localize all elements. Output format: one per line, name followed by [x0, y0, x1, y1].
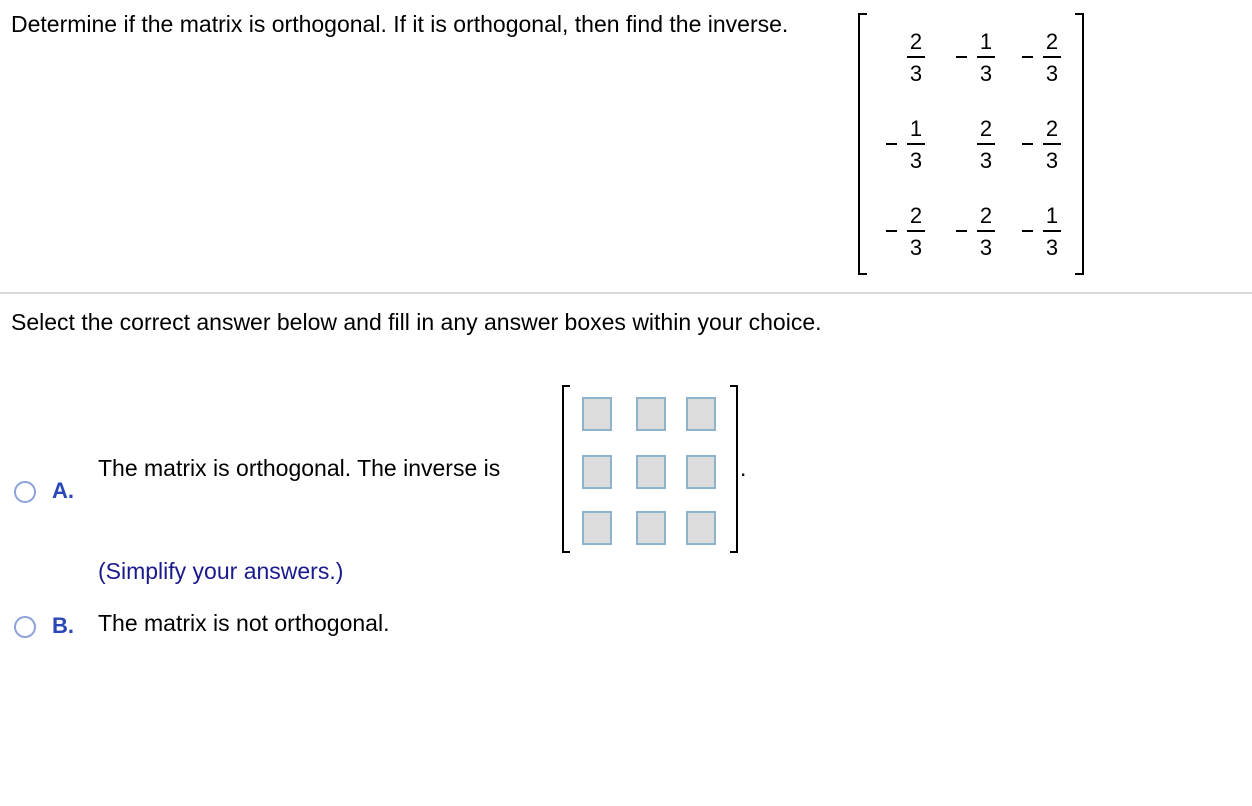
answer-matrix — [562, 385, 738, 553]
matrix-entry — [942, 116, 1002, 178]
answer-matrix-right-bracket — [730, 385, 738, 553]
fraction — [1041, 203, 1063, 259]
fraction — [905, 29, 927, 85]
matrix-left-bracket — [858, 13, 867, 275]
matrix-entry — [942, 29, 1002, 91]
fraction — [975, 116, 997, 172]
fraction-numerator: 1 — [1045, 203, 1059, 228]
fraction-denominator: 3 — [1045, 148, 1059, 173]
option-a-radio[interactable] — [14, 481, 36, 503]
minus-sign — [1022, 143, 1033, 145]
fraction-numerator: 2 — [909, 29, 923, 54]
answer-box-r2-c1[interactable] — [582, 455, 612, 489]
fraction — [1041, 116, 1063, 172]
matrix-entry — [1008, 29, 1068, 91]
fraction-denominator: 3 — [909, 235, 923, 260]
answer-box-r3-c2[interactable] — [636, 511, 666, 545]
fraction — [1041, 29, 1063, 85]
answer-box-r1-c2[interactable] — [636, 397, 666, 431]
matrix-entry — [1008, 203, 1068, 265]
answer-box-r1-c3[interactable] — [686, 397, 716, 431]
fraction-numerator: 1 — [979, 29, 993, 54]
fraction-denominator: 3 — [979, 235, 993, 260]
matrix-entry — [942, 203, 1002, 265]
option-b-radio[interactable] — [14, 616, 36, 638]
minus-sign — [1022, 230, 1033, 232]
question-prompt: Determine if the matrix is orthogonal. If it is orthogonal, then find the inverse. — [11, 11, 789, 37]
matrix-entry — [872, 29, 932, 91]
fraction — [905, 203, 927, 259]
given-matrix — [858, 13, 1084, 275]
option-b-letter: B. — [52, 613, 74, 638]
instruction-text: Select the correct answer below and fill in any answer boxes within your choice. — [11, 309, 822, 335]
fraction-numerator: 2 — [1045, 29, 1059, 54]
matrix-entry — [1008, 116, 1068, 178]
fraction — [975, 203, 997, 259]
fraction-denominator: 3 — [979, 61, 993, 86]
matrix-entry — [872, 203, 932, 265]
option-a-period: . — [740, 455, 747, 481]
fraction-denominator: 3 — [909, 148, 923, 173]
fraction-denominator: 3 — [1045, 235, 1059, 260]
fraction — [975, 29, 997, 85]
minus-sign — [886, 230, 897, 232]
minus-sign — [956, 56, 967, 58]
option-a-text: The matrix is orthogonal. The inverse is — [98, 455, 501, 481]
fraction-numerator: 2 — [979, 203, 993, 228]
minus-sign — [1022, 56, 1033, 58]
fraction-numerator: 2 — [1045, 116, 1059, 141]
option-a-letter: A. — [52, 478, 74, 503]
section-divider — [0, 292, 1252, 294]
answer-box-r3-c3[interactable] — [686, 511, 716, 545]
fraction-denominator: 3 — [979, 148, 993, 173]
answer-box-r1-c1[interactable] — [582, 397, 612, 431]
fraction-denominator: 3 — [1045, 61, 1059, 86]
fraction — [905, 116, 927, 172]
minus-sign — [956, 230, 967, 232]
matrix-entry — [872, 116, 932, 178]
fraction-numerator: 1 — [909, 116, 923, 141]
answer-matrix-left-bracket — [562, 385, 570, 553]
option-b-text: The matrix is not orthogonal. — [98, 610, 390, 636]
fraction-numerator: 2 — [909, 203, 923, 228]
answer-box-r2-c3[interactable] — [686, 455, 716, 489]
fraction-denominator: 3 — [909, 61, 923, 86]
simplify-hint: (Simplify your answers.) — [98, 558, 344, 584]
answer-box-r2-c2[interactable] — [636, 455, 666, 489]
answer-box-r3-c1[interactable] — [582, 511, 612, 545]
minus-sign — [886, 143, 897, 145]
fraction-numerator: 2 — [979, 116, 993, 141]
matrix-right-bracket — [1075, 13, 1084, 275]
